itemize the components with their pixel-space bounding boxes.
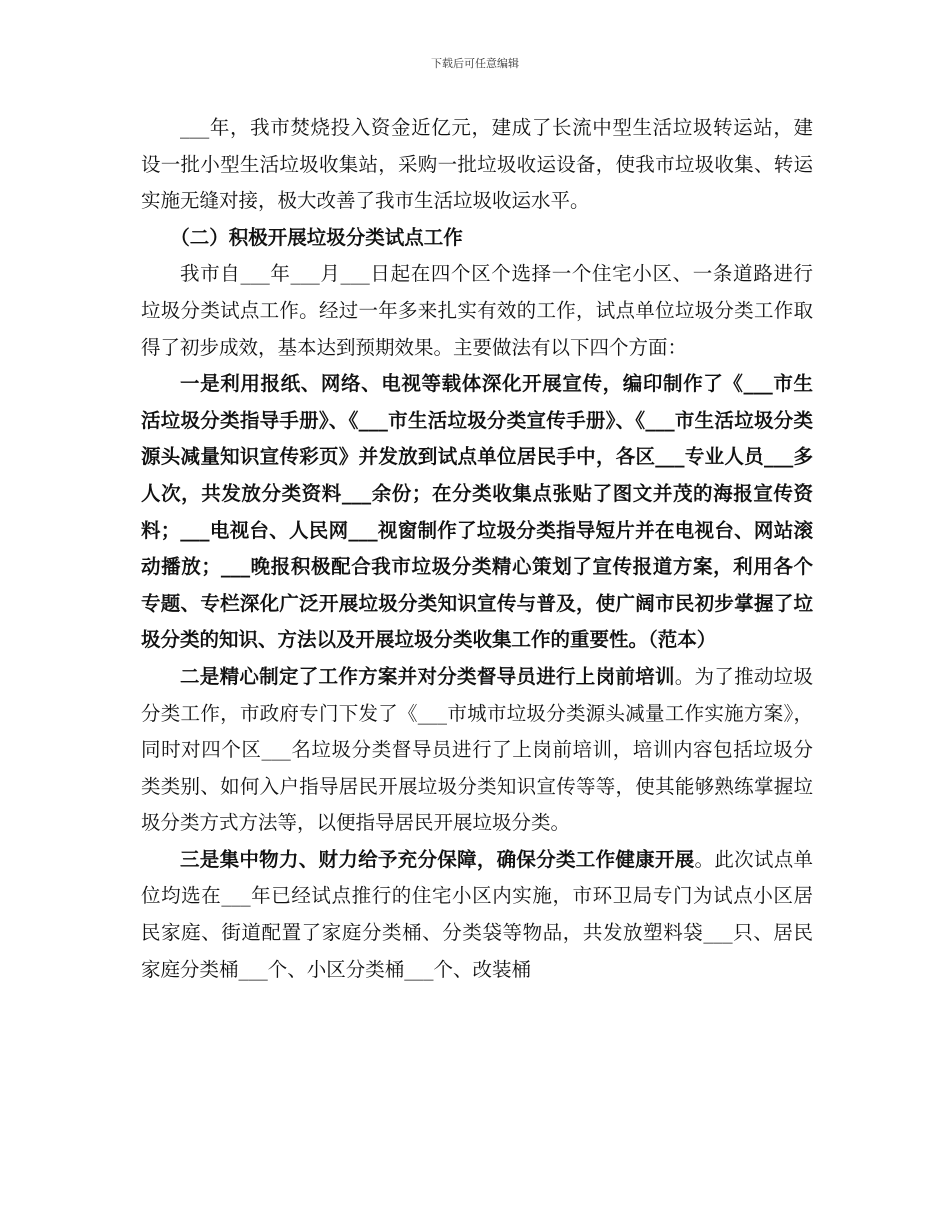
method-3-text: 。此次试点单位均选在___年已经试点推行的住宅小区内实施，市环卫局专门为试点小区居民家庭、街道配置了家庭分类桶、分类袋等物品，共发放塑料袋___只、居民家庭分类桶___个、小区分类桶___个、改装桶 [141, 847, 813, 981]
method-2-lead: 二是精心制定了工作方案并对分类督导员进行上岗前培训 [180, 664, 675, 688]
method-2-text: 。为了推动垃圾分类工作，市政府专门下发了《___市城市垃圾分类源头减量工作实施方案》，同时对四个区___名垃圾分类督导员进行了上岗前培训，培训内容包括垃圾分类类别、如何入户指导居民开展垃圾分类知识宣传等等，使其能够熟练掌握垃圾分类方式方法等，以便指导居民开展垃圾分类。 [141, 664, 813, 835]
method-3-lead: 三是集中物力、财力给予充分保障，确保分类工作健康开展 [180, 847, 695, 871]
paragraph-pilot-intro: 我市自___年___月___日起在四个区个选择一个住宅小区、一条道路进行垃圾分类试点工作。经过一年多来扎实有效的工作，试点单位垃圾分类工作取得了初步成效，基本达到预期效果。主要做法有以下四个方面： [141, 262, 813, 359]
paragraph-method-2 [141, 659, 813, 842]
paragraph-method-3 [141, 842, 813, 988]
document-body [141, 110, 813, 988]
section-heading: （二）积极开展垃圾分类试点工作 [170, 225, 463, 249]
paragraph-method-1: 一是利用报纸、网络、电视等载体深化开展宣传，编印制作了《___市生活垃圾分类指导手册》、《___市生活垃圾分类宣传手册》、《___市生活垃圾分类源头减量知识宣传彩页》并发放到试点单位居民手中，各区___专业人员___多人次，共发放分类资料___余份；在分类收集点张贴了图文并茂的海报宣传资料；___电视台、人民网___视窗制作了垃圾分类指导短片并在电视台、网站滚动播放；___晚报积极配合我市垃圾分类精心策划了宣传报道方案，利用各个专题、专栏深化广泛开展垃圾分类知识宣传与普及，使广阔市民初步掌握了垃圾分类的知识、方法以及开展垃圾分类收集工作的重要性。（范本） [141, 372, 813, 652]
paragraph-incineration: ___年，我市焚烧投入资金近亿元，建成了长流中型生活垃圾转运站，建设一批小型生活垃圾收集站，采购一批垃圾收运设备，使我市垃圾收集、转运实施无缝对接，极大改善了我市生活垃圾收运水平。 [141, 116, 813, 213]
page-header: 下载后可任意编辑 [431, 57, 519, 70]
